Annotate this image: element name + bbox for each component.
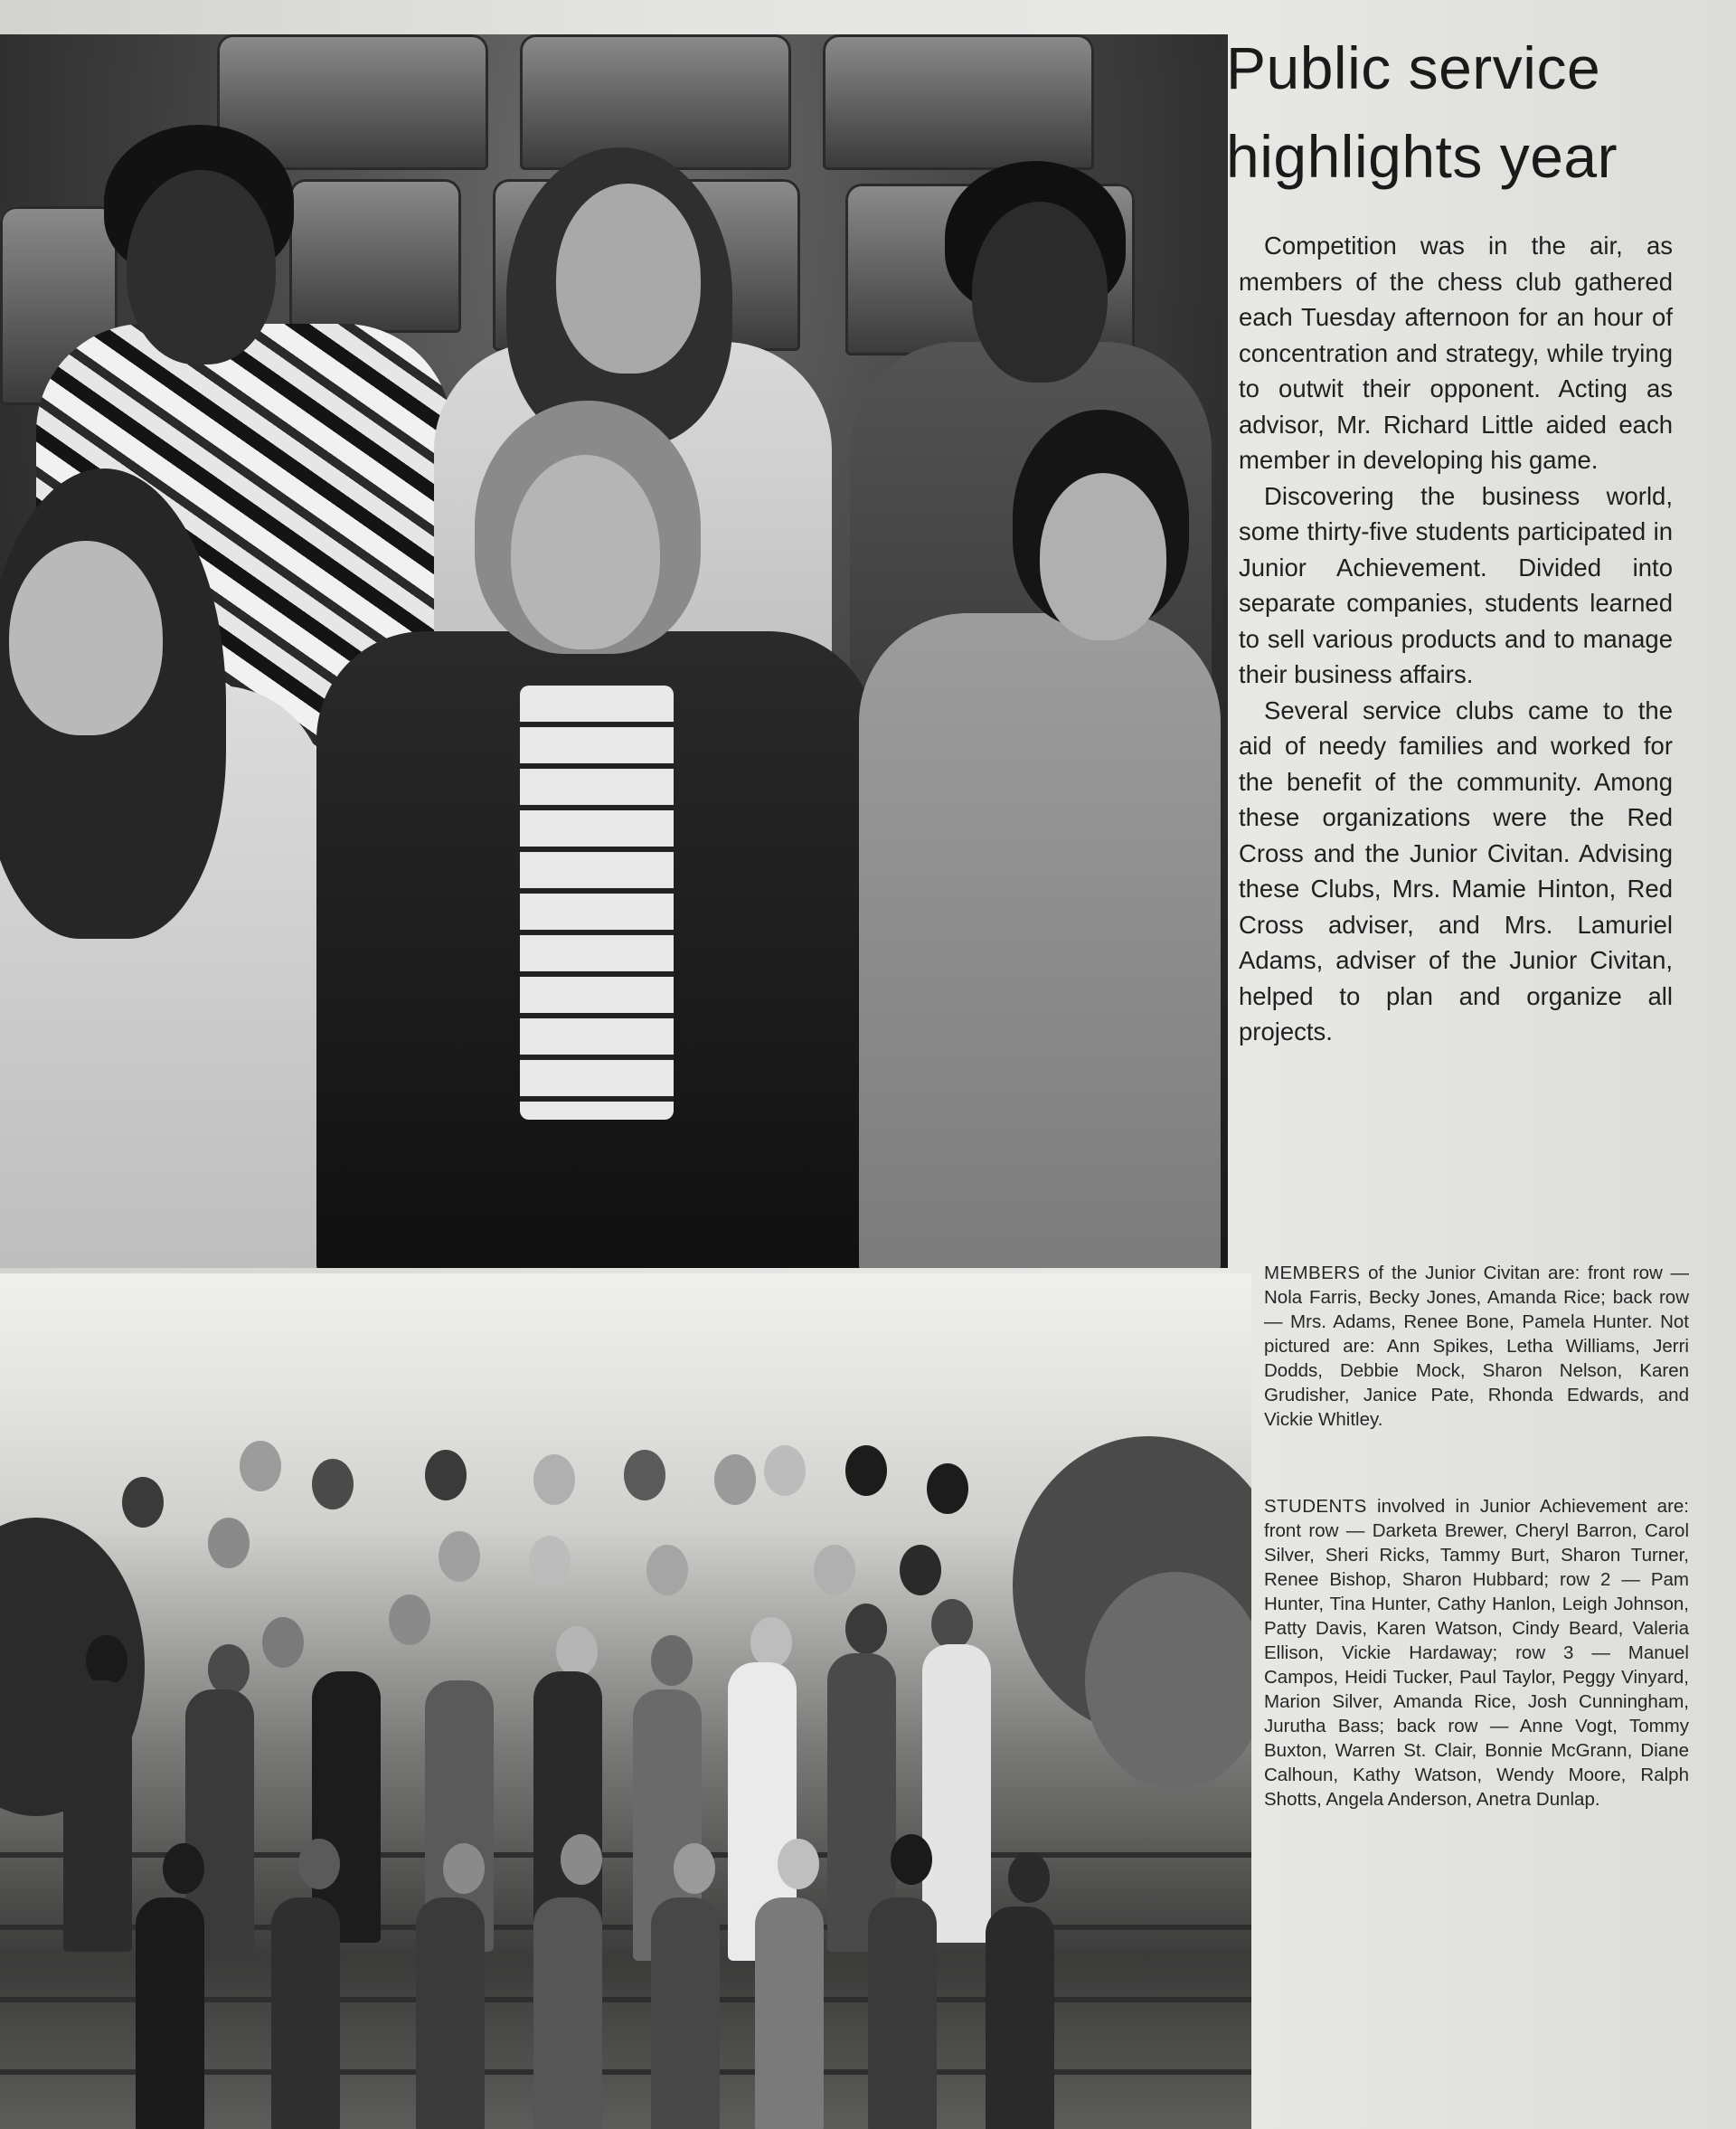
- junior-achievement-caption: [1264, 1494, 1689, 1812]
- junior-civitan-caption: [1264, 1261, 1689, 1432]
- caption-text: involved in Junior Achievement are: front row — Darketa Brewer, Cheryl Barron, Carol Silver, Sheri Ricks, Tammy Burt, Sharon Turner, Renee Bishop, Sharon Hubbard; row 2 — Pam Hunter, Tina Hunter, Cathy Hanlon, Leigh Johnson, Patty Davis, Karen Watson, Cindy Beard, Valeria Ellison, Vickie Hardaway; row 3 — Manuel Campos, Heidi Tucker, Paul Taylor, Peggy Vinyard, Marion Silver, Amanda Rice, Josh Cunningham, Jurutha Bass; back row — Anne Vogt, Tommy Buxton, Warren St. Clair, Bonnie McGrann, Diane Calhoun, Kathy Watson, Wendy Moore, Ralph Shotts, Angela Anderson, Anetra Dunlap.: [1264, 1496, 1689, 1810]
- paragraph-chess-club: Competition was in the air, as members of the chess club gathered each Tuesday afternoon for an hour of concentration and strategy, while trying to outwit their opponent. Acting as advisor, Mr. Richard Little aided each member in developing his game.: [1239, 232, 1673, 474]
- paragraph-service-clubs: Several service clubs came to the aid of needy families and worked for the benefit of the community. Among these organizations were the Red Cross and the Junior Civitan. Advising these Clubs, Mrs. Mamie Hinton, Red Cross adviser, and Mrs. Lamuriel Adams, adviser of the Junior Civitan, helped to plan and organize all projects.: [1239, 695, 1673, 1046]
- junior-achievement-photo: [0, 1273, 1251, 2129]
- caption-lead: MEMBERS: [1264, 1263, 1361, 1283]
- caption-text: of the Junior Civitan are: front row — Nola Farris, Becky Jones, Amanda Rice; back row — Mrs. Adams, Renee Bone, Pamela Hunter. Not pictured are: Ann Spikes, Letha Williams, Jerri Dodds, Debbie Mock, Sharon Nelson, Karen Grudisher, Janice Pate, Rhonda Edwards, and Vickie Whitley.: [1264, 1263, 1689, 1430]
- caption-lead: STUDENTS: [1264, 1496, 1367, 1517]
- junior-civitan-photo: [0, 34, 1228, 1268]
- paragraph-junior-achievement: Discovering the business world, some thirty-five students participated in Junior Achievement. Divided into separate companies, students learned to sell various products and to manage their business affairs.: [1239, 481, 1673, 688]
- article-title: Public service highlights year: [1226, 34, 1618, 190]
- article-body: [1239, 228, 1673, 1050]
